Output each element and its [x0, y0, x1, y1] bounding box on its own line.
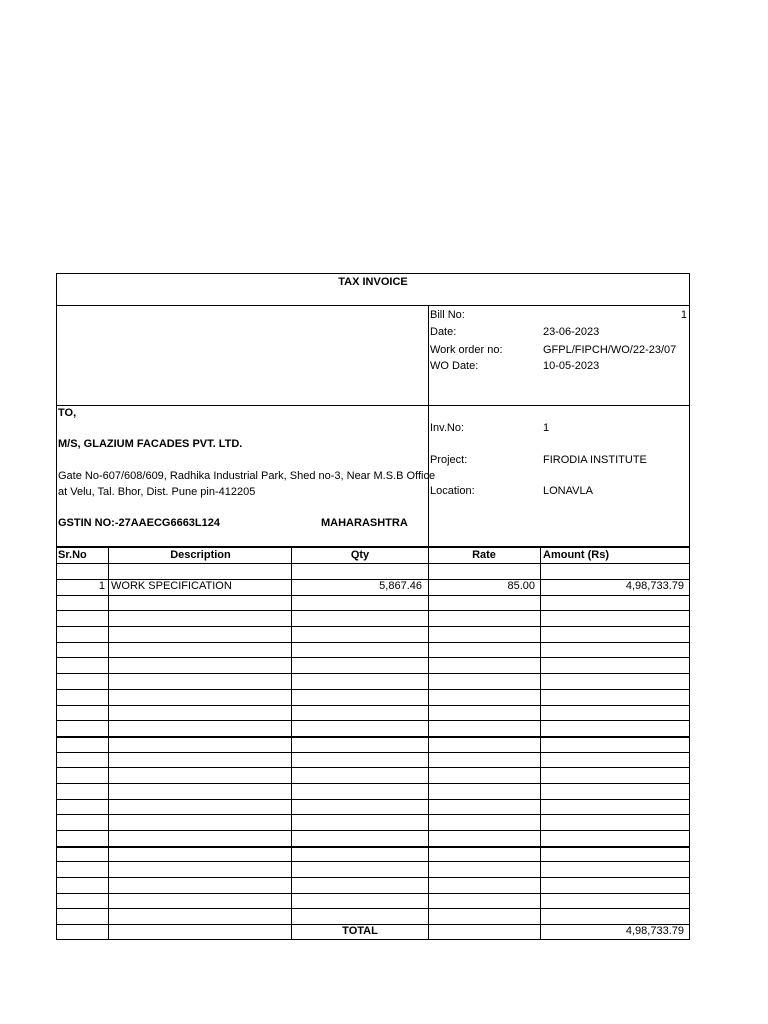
address-line1: Gate No-607/608/609, Radhika Industrial Park, Shed no-3, Near M.S.B Office: [58, 470, 436, 482]
date-value: 23-06-2023: [543, 326, 600, 338]
location-label: Location:: [430, 485, 475, 497]
table-row-line: [56, 908, 690, 909]
project-value: FIRODIA INSTITUTE: [543, 454, 647, 466]
table-row-line: [56, 705, 690, 706]
invoice-frame: [56, 273, 690, 940]
col-line-4: [540, 547, 541, 940]
table-row-line: [56, 861, 690, 862]
location-value: LONAVLA: [543, 485, 593, 497]
row1-qty: 5,867.46: [379, 580, 422, 592]
table-row-line: [56, 877, 690, 878]
table-row-line: [56, 752, 690, 753]
work-order-value: GFPL/FIPCH/WO/22-23/07: [543, 344, 677, 356]
header-srno: Sr.No: [58, 549, 87, 561]
table-row-line: [56, 563, 690, 564]
state: MAHARASHTRA: [321, 517, 408, 529]
header-amount: Amount (Rs): [543, 549, 609, 561]
bill-no-label: Bill No:: [430, 309, 465, 321]
table-row-line: [56, 626, 690, 627]
table-row-line: [56, 595, 690, 596]
header-qty: Qty: [350, 549, 370, 561]
table-row-line: [56, 689, 690, 690]
table-row-line: [56, 893, 690, 894]
table-row-line: [56, 657, 690, 658]
gstin: GSTIN NO:-27AAECG6663L124: [58, 517, 220, 529]
to-label: TO,: [58, 407, 77, 419]
recipient-name: M/S, GLAZIUM FACADES PVT. LTD.: [58, 438, 243, 450]
bill-no-value: 1: [680, 309, 687, 321]
col-line-2: [291, 547, 292, 940]
inv-no-label: Inv.No:: [430, 422, 465, 434]
row1-srno: 1: [98, 580, 105, 592]
date-label: Date:: [430, 326, 457, 338]
table-row-line: [56, 799, 690, 800]
row1-rate: 85.00: [507, 580, 535, 592]
row1-description: WORK SPECIFICATION: [111, 580, 232, 592]
wo-date-value: 10-05-2023: [543, 360, 600, 372]
project-label: Project:: [430, 454, 468, 466]
table-row-line: [56, 673, 690, 674]
address-line2: at Velu, Tal. Bhor, Dist. Pune pin-412205: [58, 486, 256, 498]
section-divider: [56, 405, 690, 406]
table-row-line: [56, 767, 690, 768]
table-row-line: [56, 783, 690, 784]
table-row-line: [56, 720, 690, 721]
col-line-3: [428, 547, 429, 940]
table-row-line: [56, 736, 690, 738]
invoice-title: TAX INVOICE: [338, 276, 408, 288]
table-row-line: [56, 642, 690, 643]
total-amount: 4,98,733.79: [625, 925, 684, 937]
wo-date-label: WO Date:: [430, 360, 479, 372]
table-row-line: [56, 814, 690, 815]
col-line-1: [108, 547, 109, 940]
table-row-line: [56, 610, 690, 611]
table-row-line: [56, 846, 690, 848]
title-divider: [56, 305, 690, 306]
table-top-border: [56, 546, 690, 548]
inv-no-value: 1: [543, 422, 550, 434]
vertical-divider-top: [428, 305, 429, 547]
total-label: TOTAL: [342, 925, 378, 937]
row1-amount: 4,98,733.79: [625, 580, 684, 592]
header-description: Description: [170, 549, 231, 561]
table-row-line: [56, 830, 690, 831]
work-order-label: Work order no:: [430, 344, 503, 356]
header-rate: Rate: [472, 549, 496, 561]
